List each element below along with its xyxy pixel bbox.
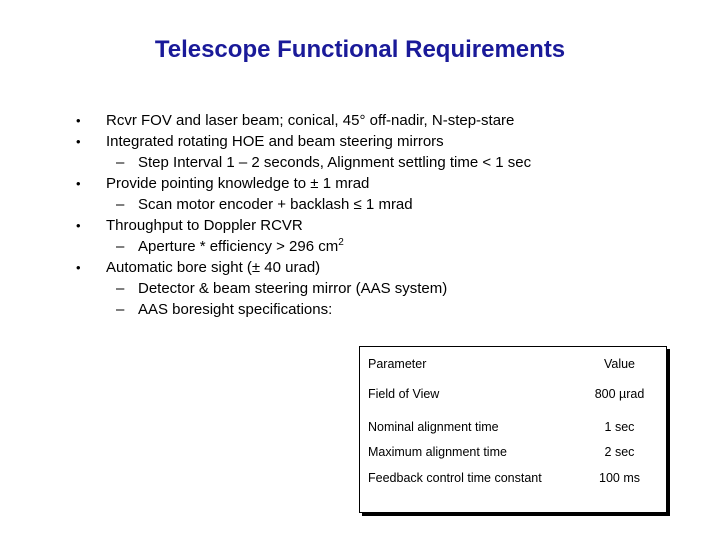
list-item — [0, 110, 720, 131]
bullet-list — [0, 110, 720, 320]
parameter-cell: Field of View — [368, 387, 440, 401]
list-item — [0, 257, 720, 278]
table-row — [360, 463, 666, 485]
dash-icon: – — [116, 196, 125, 213]
bullet-icon: • — [76, 176, 81, 191]
sub-bullet-text: AAS boresight specifications: — [138, 301, 333, 318]
header-parameter: Parameter — [368, 357, 427, 371]
sub-bullet-text — [138, 236, 344, 257]
sub-bullet-text: Step Interval 1 – 2 seconds, Alignment settling time < 1 sec — [138, 154, 532, 171]
table-header-row — [360, 347, 666, 380]
sub-list-item — [0, 299, 720, 320]
bullet-text: Automatic bore sight (± 40 urad) — [106, 259, 321, 276]
value-cell: 2 sec — [604, 445, 635, 459]
sub-bullet-text: Scan motor encoder + backlash ≤ 1 mrad — [138, 196, 413, 213]
bullet-text: Throughput to Doppler RCVR — [106, 217, 303, 234]
sub-bullet-text: Detector & beam steering mirror (AAS system) — [138, 280, 448, 297]
parameter-cell: Nominal alignment time — [368, 420, 499, 434]
aperture-text: Aperture * efficiency > 296 cm — [138, 238, 339, 255]
dash-icon: – — [116, 301, 125, 318]
dash-icon: – — [116, 280, 125, 297]
sub-list-item — [0, 278, 720, 299]
dash-icon: – — [116, 238, 125, 255]
dash-icon: – — [116, 154, 125, 171]
table-row — [360, 380, 666, 412]
bullet-text: Provide pointing knowledge to ± 1 mrad — [106, 175, 370, 192]
value-cell: 100 ms — [599, 471, 640, 485]
table-row — [360, 437, 666, 463]
list-item — [0, 131, 720, 152]
bullet-icon: • — [76, 113, 81, 128]
bullet-text: Rcvr FOV and laser beam; conical, 45° off-nadir, N-step-stare — [106, 112, 515, 129]
list-item — [0, 215, 720, 236]
slide-title: Telescope Functional Requirements — [154, 36, 566, 63]
parameter-cell: Maximum alignment time — [368, 445, 507, 459]
value-cell: 1 sec — [604, 420, 635, 434]
value-cell: 800 µrad — [594, 387, 645, 401]
sub-list-item — [0, 152, 720, 173]
bullet-text: Integrated rotating HOE and beam steering mirrors — [106, 133, 444, 150]
bullet-icon: • — [76, 134, 81, 149]
parameter-cell: Feedback control time constant — [368, 471, 542, 485]
table-row — [360, 412, 666, 437]
bullet-icon: • — [76, 218, 81, 233]
sub-list-item — [0, 236, 720, 257]
specifications-table — [359, 346, 667, 513]
header-value: Value — [603, 357, 636, 371]
list-item — [0, 173, 720, 194]
bullet-icon: • — [76, 260, 81, 275]
superscript-2: 2 — [338, 237, 344, 248]
sub-list-item — [0, 194, 720, 215]
